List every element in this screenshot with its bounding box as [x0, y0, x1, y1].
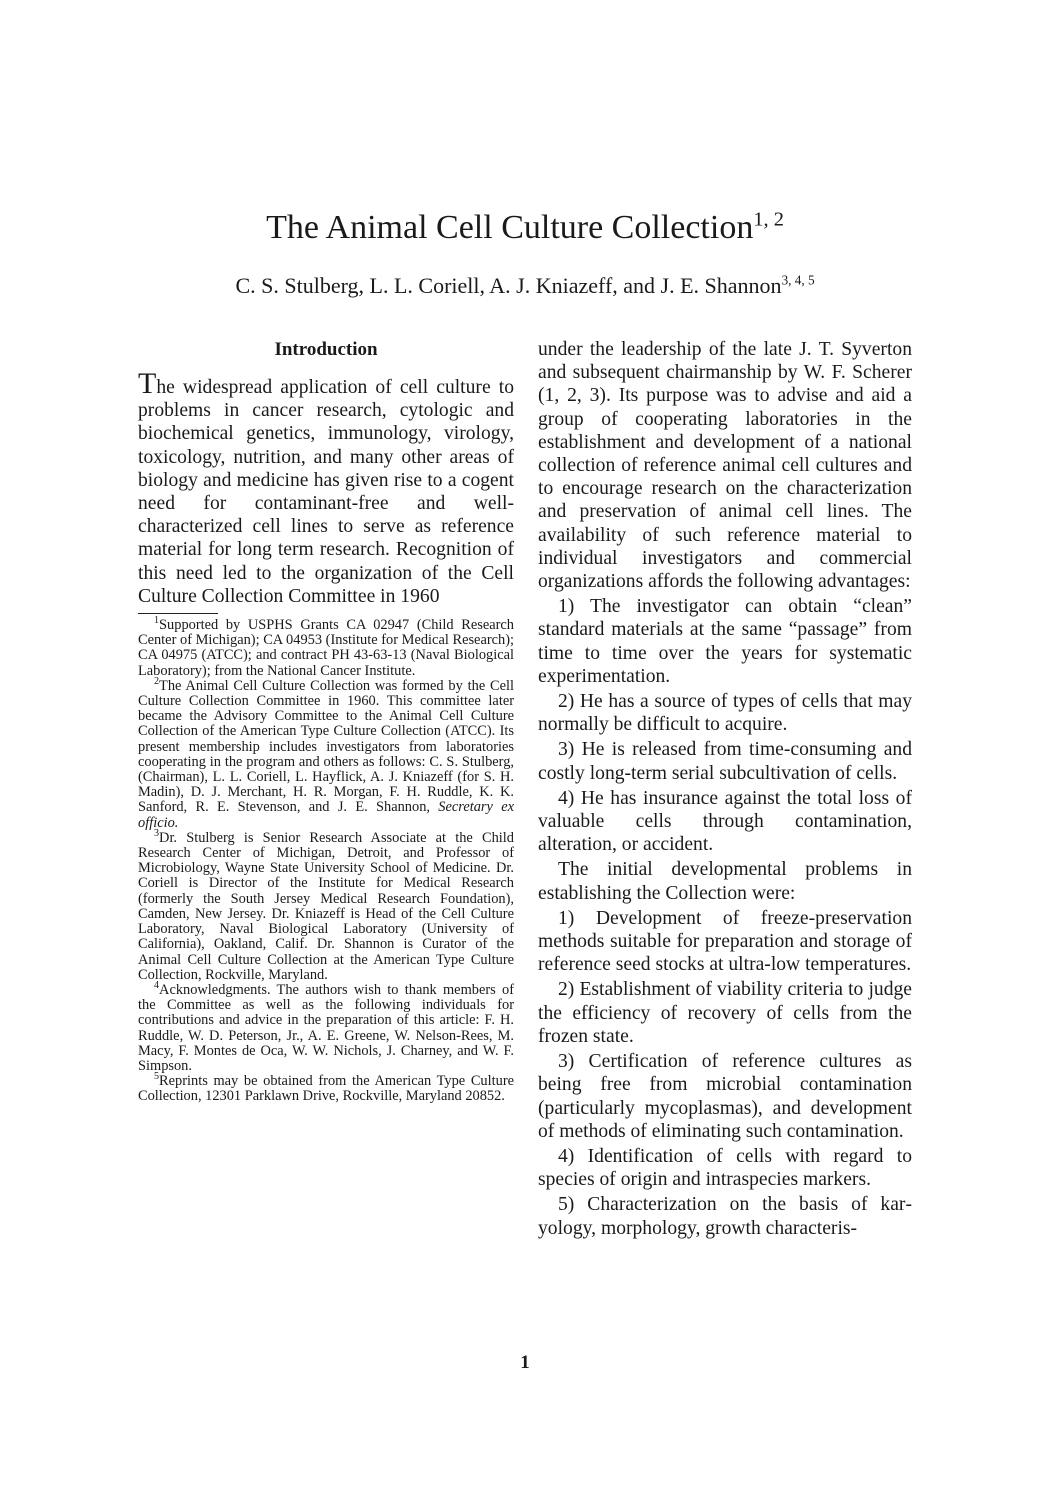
- continuation-paragraph: under the leadership of the late J. T. Syverton and subsequent chairmanship by W. F. Scherer (1, 2, 3). Its purpose was to advise and aid a group of cooperating laboratories in the establishment and development of a national collection of reference animal cell cultures and to encourage research on the characterization and preservation of animal cell lines. The availability of such reference material to individual investigators and commercial organizations affords the following advantages:: [538, 339, 912, 593]
- problem-item: 1) Development of freeze-preservation methods suitable for preparation and storage of reference seed stocks at ultra-low temperatures.: [538, 907, 912, 976]
- author-list: C. S. Stulberg, L. L. Coriell, A. J. Kniazeff, and J. E. Shannon$^{3, 4, 5}$: [235, 272, 815, 298]
- advantage-item: 3) He is released from time-consuming and costly long-term serial subcultivation of cells.: [538, 739, 912, 784]
- footnote-1: $^1$Supported by USPHS Grants CA 02947 (Child Research Center of Michigan); CA 04953 (Institute for Medical Research); CA 04975 (ATCC); and contract PH 43-63-13 (Naval Biological Laboratory); from the National Cancer Institute.: [138, 615, 514, 679]
- advantage-item: 1) The investigator can obtain “clean” standard materials at the same “passage” from time to time over the years for systematic experimentation.: [538, 596, 912, 687]
- problem-item: 3) Certification of reference cultures as being free from microbial contamination (particularly mycoplasmas), and development of methods of eliminating such contamination.: [538, 1051, 912, 1142]
- footnote-4: $^4$Acknowledgments. The authors wish to thank members of the Committee as well as the following individuals for contributions and advice in the preparation of this article: F. H. Ruddle, W. D. Peterson, Jr., A. E. Greene, W. Nelson-Rees, M. Macy, F. Montes de Oca, W. W. Nichols, J. Charney, and W. F. Simpson.: [138, 980, 514, 1074]
- problem-item: 2) Establishment of viability criteria to judge the efficiency of recovery of cells from the frozen state.: [538, 979, 912, 1047]
- footnote-3: $^3$Dr. Stulberg is Senior Research Associate at the Child Research Center of Michigan, Detroit, and Professor of Microbiology, Wayne State University School of Medicine. Dr. Coriell is Director of the Institute for Medical Research (formerly the South Jersey Medical Research Foundation), Camden, New Jersey. Dr. Kniazeff is Head of the Cell Culture Laboratory, Naval Biological Laboratory (University of California), Oakland, Calif. Dr. Shannon is Curator of the Animal Cell Culture Collection at the American Type Culture Collection, Rockville, Maryland.: [138, 828, 514, 983]
- section-heading-introduction: Introduction: [274, 339, 378, 360]
- advantage-item: 2) He has a source of types of cells that may normally be difficult to acquire.: [538, 691, 912, 736]
- article-title: The Animal Cell Culture Collection$^{1, 2}$: [266, 208, 784, 246]
- problems-intro: The initial developmental problems in establishing the Collection were:: [538, 859, 912, 904]
- footnote-5: $^5$Reprints may be obtained from the American Type Culture Collection, 12301 Parklawn Drive, Rockville, Maryland 20852.: [138, 1071, 514, 1105]
- title-footnote-refs: 1, 2: [753, 208, 784, 231]
- drop-cap: T: [138, 367, 157, 400]
- intro-paragraph: The widespread application of cell culture to problems in cancer research, cytologic and biochemical genetics, immunology, virology, toxicology, nutrition, and many other areas of biology and medicine has given rise to a cogent need for contaminant-free and well-characterized cell lines to serve as reference material for long term research. Recognition of this need led to the organization of the Cell Culture Collection Committee in 1960: [138, 367, 514, 607]
- problem-item: 4) Identification of cells with regard to species of origin and intraspecies markers.: [538, 1145, 912, 1191]
- advantage-item: 4) He has insurance against the total loss of valuable cells through contamination, alteration, or accident.: [538, 787, 912, 856]
- author-footnote-refs: 3, 4, 5: [781, 272, 815, 288]
- problem-item: 5) Characterization on the basis of karyology, morphology, growth characteris-: [538, 1194, 912, 1239]
- right-column: [538, 338, 912, 1240]
- footnote-rule: [138, 613, 218, 614]
- footnote-2: $^2$The Animal Cell Culture Collection was formed by the Cell Culture Collection Committee in 1960. This committee later became the Advisory Committee to the Animal Cell Culture Collection of the American Type Culture Collection (ATCC). Its present membership includes investigators from laboratories cooperating in the program and others as follows: C. S. Stulberg, (Chairman), L. L. Coriell, L. Hayflick, A. J. Kniazeff (for S. H. Madin), D. J. Merchant, H. R. Morgan, F. H. Ruddle, K. K. Sanford, R. E. Stevenson, and J. E. Shannon, Secretary ex officio.: [138, 676, 514, 831]
- left-column: [138, 338, 514, 1105]
- footnotes: [138, 615, 514, 1105]
- page-number: 1: [520, 1352, 530, 1373]
